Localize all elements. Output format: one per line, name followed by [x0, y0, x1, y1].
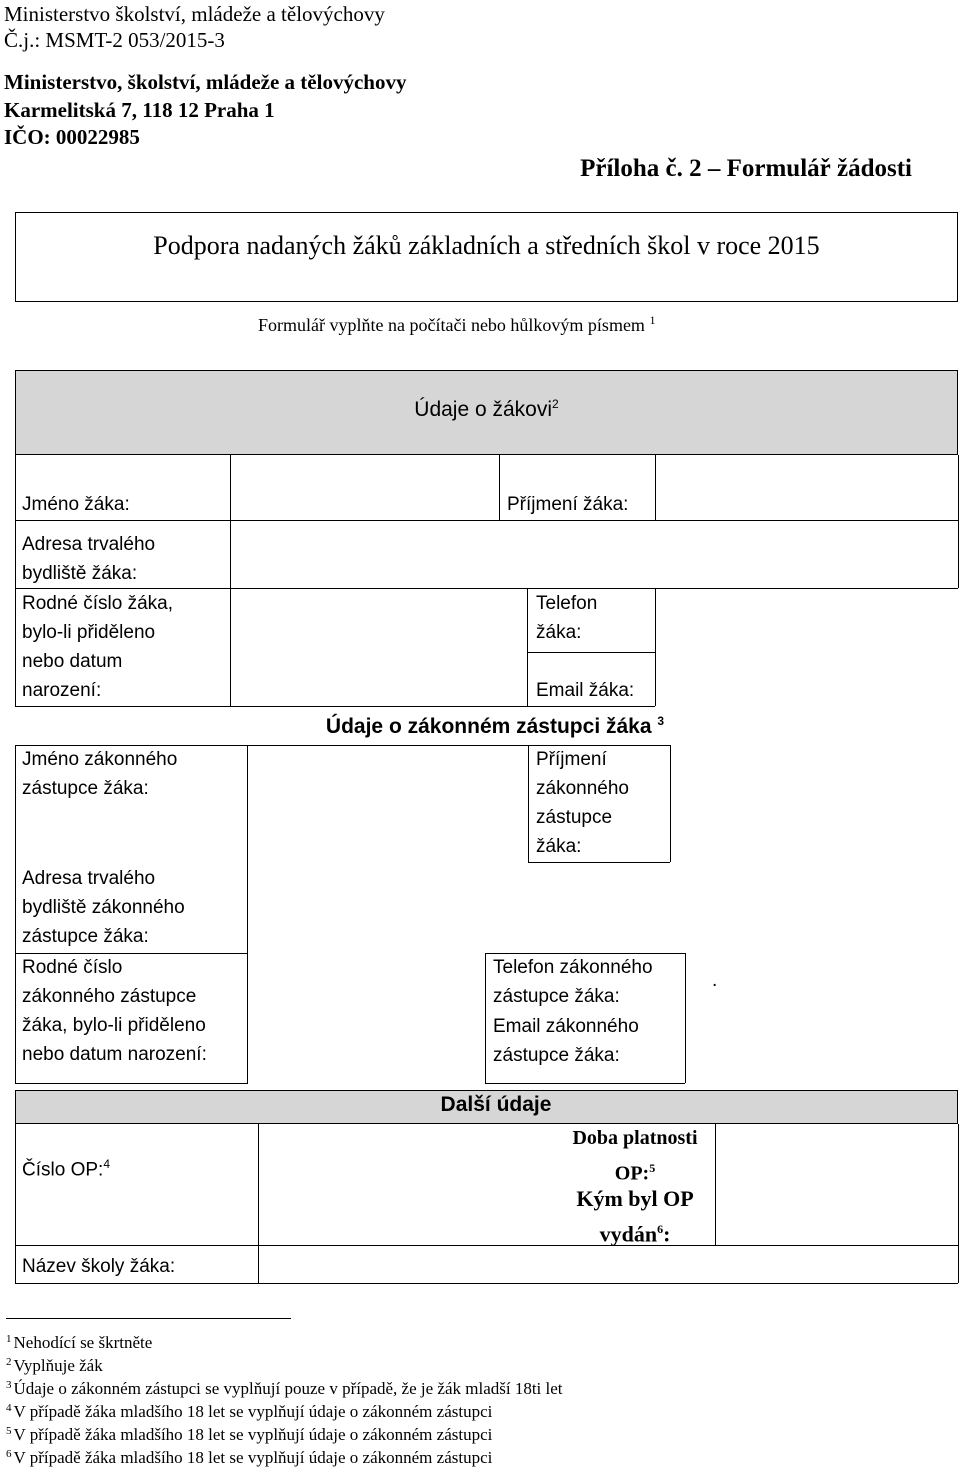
student-birth-number-label: Rodné číslo žáka, bylo-li přiděleno nebo datum narození: [22, 593, 174, 701]
guardian-first-name-input[interactable] [248, 746, 528, 862]
guardian-grid-line [485, 1083, 685, 1084]
guardian-phone-input[interactable] [686, 954, 958, 1018]
guardian-address-input[interactable] [248, 863, 958, 953]
address-name: Ministerstvo, školství, mládeže a tělovýchovy [4, 70, 407, 94]
guardian-section-footnote-ref: 3 [657, 714, 665, 728]
program-title-box [15, 212, 958, 302]
student-section-title: Údaje o žákovi$^2$ [414, 397, 559, 421]
student-grid-line [499, 455, 500, 520]
student-last-name-label: Příjmení žáka: [507, 494, 629, 515]
guardian-grid-line [15, 1083, 248, 1084]
student-phone-input[interactable] [656, 589, 956, 652]
id-validity-input[interactable] [716, 1125, 958, 1185]
student-first-name-input[interactable] [231, 456, 499, 520]
id-issued-by-label: Kým byl OP vydán$^6$: [576, 1186, 694, 1247]
footnote-separator [6, 1318, 291, 1319]
student-grid-line [527, 588, 528, 706]
other-section-title: Další údaje [440, 1093, 552, 1116]
student-email-label: Email žáka: [536, 680, 635, 701]
student-address-input[interactable] [231, 521, 958, 588]
guardian-first-name-label: Jméno zákonného zástupce žáka: [22, 749, 178, 799]
stray-dot: . [712, 970, 718, 991]
instruction [258, 313, 655, 336]
id-validity-label: Doba platnosti OP:$^5$ [572, 1127, 698, 1185]
student-phone-label: Telefon žáka: [536, 593, 598, 643]
other-grid-line [15, 1283, 958, 1284]
other-grid-line [15, 1124, 16, 1283]
guardian-email-input[interactable] [686, 1019, 958, 1083]
id-number-input[interactable] [259, 1125, 559, 1245]
appendix-title: Příloha č. 2 – Formulář žádosti [580, 155, 912, 182]
footnote-3: $^3$ Údaje o zákonném zástupci se vyplňují pouze v případě, že je žák mladší 18ti let [6, 1379, 563, 1398]
student-grid-line [15, 455, 16, 706]
other-grid-line [958, 1124, 959, 1283]
student-grid-line [527, 652, 656, 653]
id-number-footnote-ref: 4 [103, 1157, 110, 1171]
reference-number: Č.j.: MSMT-2 053/2015-3 [4, 28, 225, 52]
other-section-header [15, 1090, 958, 1124]
guardian-last-name-label: Příjmení zákonného zástupce žáka: [536, 749, 629, 857]
student-grid-line [15, 706, 655, 707]
address-ico: IČO: 00022985 [4, 125, 140, 149]
guardian-birth-number-label: Rodné číslo zákonného zástupce žáka, bylo-li přiděleno nebo datum narození: [22, 957, 207, 1065]
program-title: Podpora nadaných žáků základních a středních škol v roce 2015 [153, 231, 820, 260]
guardian-phone-label: Telefon zákonného zástupce žáka: [493, 957, 653, 1007]
student-section-header [15, 370, 958, 455]
guardian-grid-line [15, 745, 16, 1083]
student-birth-number-input[interactable] [231, 589, 527, 706]
student-first-name-label: Jméno žáka: [22, 494, 130, 515]
instruction-text: Formulář vyplňte na počítači nebo hůlkovým písmem [258, 315, 645, 335]
school-name-input[interactable] [259, 1246, 958, 1283]
footnote-6: $^6$ V případě žáka mladšího 18 let se vyplňují údaje o zákonném zástupci [6, 1448, 493, 1467]
address-street: Karmelitská 7, 118 12 Praha 1 [4, 98, 275, 122]
guardian-section-title: Údaje o zákonném zástupci žáka $^3$ [325, 714, 665, 738]
footnote-2: $^2$ Vyplňuje žák [6, 1356, 103, 1375]
footnote-4: $^4$ V případě žáka mladšího 18 let se vyplňují údaje o zákonném zástupci [6, 1402, 493, 1421]
guardian-last-name-input[interactable] [671, 746, 958, 862]
guardian-grid-line [528, 745, 529, 862]
ministry-line: Ministerstvo školství, mládeže a tělovýchovy [4, 2, 385, 26]
instruction-footnote-ref: 1 [649, 313, 656, 327]
student-last-name-input[interactable] [656, 456, 958, 520]
id-issued-by-input[interactable] [716, 1186, 958, 1245]
footnote-1: $^1$ Nehodící se škrtněte [6, 1333, 153, 1352]
guardian-grid-line [485, 953, 486, 1083]
student-address-label: Adresa trvalého bydliště žáka: [22, 534, 156, 584]
footnote-5: $^5$ V případě žáka mladšího 18 let se vyplňují údaje o zákonném zástupci [6, 1425, 493, 1444]
student-grid-line [958, 455, 959, 588]
guardian-birth-number-input[interactable] [248, 954, 485, 1083]
id-issued-by-footnote-ref: 6 [657, 1222, 664, 1236]
student-section-footnote-ref: 2 [552, 397, 559, 411]
id-validity-footnote-ref: 5 [649, 1161, 656, 1175]
guardian-address-label: Adresa trvalého bydliště zákonného zástupce žáka: [22, 868, 185, 947]
student-email-input[interactable] [656, 653, 956, 706]
guardian-email-label: Email zákonného zástupce žáka: [493, 1016, 639, 1066]
school-name-label: Název školy žáka: [22, 1256, 176, 1277]
id-number-label: Číslo OP:$^4$ [22, 1157, 110, 1181]
